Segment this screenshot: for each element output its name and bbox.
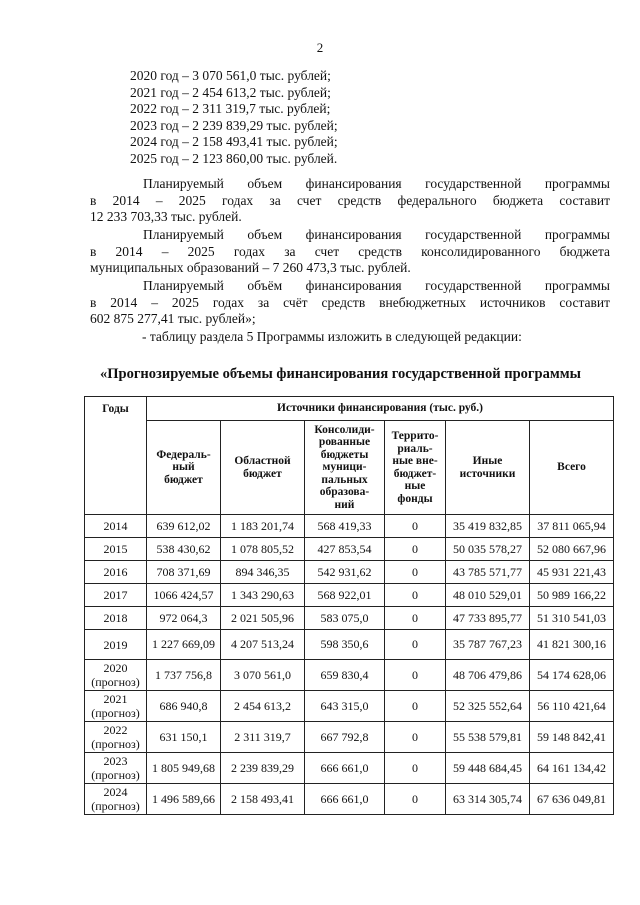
cell-total: 54 174 628,06 — [530, 660, 614, 691]
paragraph-line: 12 233 703,33 тыс. рублей. — [90, 209, 242, 224]
forecast-label: (прогноз) — [91, 799, 140, 813]
year-line: 2024 год – 2 158 493,41 тыс. рублей; — [130, 134, 338, 150]
header-column: Террито- риаль- ные вне- бюджет- ные фонды — [385, 421, 446, 515]
paragraph-line: 602 875 277,41 тыс. рублей»; — [90, 311, 256, 326]
cell-funds: 0 — [385, 607, 446, 630]
year-cell — [85, 691, 147, 722]
cell-municipal: 666 661,0 — [305, 784, 385, 815]
cell-regional: 894 346,35 — [221, 561, 305, 584]
year-lines — [130, 68, 338, 168]
cell-other: 52 325 552,64 — [446, 691, 530, 722]
cell-federal: 686 940,8 — [147, 691, 221, 722]
paragraph-line: Планируемый объем финансирования государственной программы — [143, 227, 610, 242]
cell-regional: 2 311 319,7 — [221, 722, 305, 753]
cell-regional: 1 183 201,74 — [221, 515, 305, 538]
year-value: 2022 — [103, 723, 128, 737]
cell-other: 35 787 767,23 — [446, 630, 530, 660]
year-value: 2015 — [103, 542, 128, 556]
table-row — [85, 561, 614, 584]
cell-funds: 0 — [385, 753, 446, 784]
year-line: 2022 год – 2 311 319,7 тыс. рублей; — [130, 101, 331, 117]
year-value: 2016 — [103, 565, 128, 579]
cell-funds: 0 — [385, 584, 446, 607]
cell-total: 59 148 842,41 — [530, 722, 614, 753]
page-number: 2 — [316, 40, 324, 55]
year-cell — [85, 584, 147, 607]
cell-regional: 4 207 513,24 — [221, 630, 305, 660]
year-value: 2014 — [103, 519, 128, 533]
cell-funds: 0 — [385, 784, 446, 815]
cell-total: 37 811 065,94 — [530, 515, 614, 538]
cell-other: 50 035 578,27 — [446, 538, 530, 561]
year-line: 2023 год – 2 239 839,29 тыс. рублей; — [130, 117, 338, 133]
cell-municipal: 598 350,6 — [305, 630, 385, 660]
cell-municipal: 666 661,0 — [305, 753, 385, 784]
cell-total: 52 080 667,96 — [530, 538, 614, 561]
cell-municipal: 667 792,8 — [305, 722, 385, 753]
cell-other: 48 010 529,01 — [446, 584, 530, 607]
cell-funds: 0 — [385, 691, 446, 722]
cell-regional: 2 021 505,96 — [221, 607, 305, 630]
cell-total: 56 110 421,64 — [530, 691, 614, 722]
cell-federal: 1 737 756,8 — [147, 660, 221, 691]
cell-other: 35 419 832,85 — [446, 515, 530, 538]
table-row — [85, 660, 614, 691]
financing-table — [84, 396, 614, 815]
cell-regional: 2 454 613,2 — [221, 691, 305, 722]
cell-municipal: 568 922,01 — [305, 584, 385, 607]
paragraph-extrabudget — [90, 278, 610, 328]
cell-federal: 1 496 589,66 — [147, 784, 221, 815]
cell-regional: 1 078 805,52 — [221, 538, 305, 561]
forecast-label: (прогноз) — [91, 706, 140, 720]
paragraph-municipal — [90, 227, 610, 277]
cell-funds: 0 — [385, 515, 446, 538]
cell-federal: 1 227 669,09 — [147, 630, 221, 660]
table-row — [85, 515, 614, 538]
table-row — [85, 753, 614, 784]
year-cell — [85, 515, 147, 538]
cell-municipal: 643 315,0 — [305, 691, 385, 722]
cell-total: 51 310 541,03 — [530, 607, 614, 630]
year-cell — [85, 660, 147, 691]
year-value: 2020 — [103, 661, 128, 675]
table-row — [85, 784, 614, 815]
table-row — [85, 584, 614, 607]
cell-other: 43 785 571,77 — [446, 561, 530, 584]
cell-total: 50 989 166,22 — [530, 584, 614, 607]
paragraph-line: муниципальных образований – 7 260 473,3 тыс. рублей. — [90, 260, 411, 275]
cell-total: 67 636 049,81 — [530, 784, 614, 815]
forecast-label: (прогноз) — [91, 675, 140, 689]
year-line: 2025 год – 2 123 860,00 тыс. рублей. — [130, 150, 338, 166]
header-column: Консолиди- рованные бюджеты муници- пальных образова- ний — [305, 421, 385, 515]
year-value: 2017 — [103, 588, 128, 602]
header-sources: Источники финансирования (тыс. руб.) — [147, 397, 614, 421]
paragraph-line: в 2014 – 2025 годах за счет средств федерального бюджета составит — [90, 192, 610, 208]
cell-other: 55 538 579,81 — [446, 722, 530, 753]
cell-federal: 972 064,3 — [147, 607, 221, 630]
table-row — [85, 607, 614, 630]
paragraph-line: Планируемый объём финансирования государственной программы — [143, 278, 610, 293]
cell-municipal: 659 830,4 — [305, 660, 385, 691]
year-cell — [85, 538, 147, 561]
paragraph-federal — [90, 176, 610, 226]
header-years: Годы — [85, 397, 147, 515]
cell-federal: 1066 424,57 — [147, 584, 221, 607]
cell-municipal: 542 931,62 — [305, 561, 385, 584]
cell-municipal: 568 419,33 — [305, 515, 385, 538]
year-value: 2024 — [103, 785, 128, 799]
paragraph-line: в 2014 – 2025 годах за счет средств консолидированного бюджета — [90, 243, 610, 259]
cell-other: 48 706 479,86 — [446, 660, 530, 691]
year-value: 2023 — [103, 754, 128, 768]
cell-federal: 538 430,62 — [147, 538, 221, 561]
cell-funds: 0 — [385, 538, 446, 561]
cell-total: 64 161 134,42 — [530, 753, 614, 784]
cell-federal: 631 150,1 — [147, 722, 221, 753]
table-note: - таблицу раздела 5 Программы изложить в следующей редакции: — [142, 329, 522, 344]
forecast-label: (прогноз) — [91, 768, 140, 782]
header-column: Областной бюджет — [221, 421, 305, 515]
table-row — [85, 630, 614, 660]
year-cell — [85, 607, 147, 630]
cell-other: 63 314 305,74 — [446, 784, 530, 815]
year-cell — [85, 753, 147, 784]
year-value: 2018 — [103, 611, 128, 625]
year-value: 2019 — [103, 637, 128, 652]
cell-municipal: 583 075,0 — [305, 607, 385, 630]
header-column: Иные источники — [446, 421, 530, 515]
year-cell — [85, 784, 147, 815]
cell-municipal: 427 853,54 — [305, 538, 385, 561]
year-line: 2021 год – 2 454 613,2 тыс. рублей; — [130, 84, 331, 100]
year-value: 2021 — [103, 692, 128, 706]
year-cell — [85, 561, 147, 584]
cell-funds: 0 — [385, 561, 446, 584]
cell-regional: 1 343 290,63 — [221, 584, 305, 607]
paragraph-line: Планируемый объем финансирования государственной программы — [143, 176, 610, 191]
cell-federal: 708 371,69 — [147, 561, 221, 584]
cell-funds: 0 — [385, 722, 446, 753]
cell-funds: 0 — [385, 630, 446, 660]
header-column: Федераль- ный бюджет — [147, 421, 221, 515]
cell-federal: 1 805 949,68 — [147, 753, 221, 784]
cell-regional: 2 239 839,29 — [221, 753, 305, 784]
table-heading: «Прогнозируемые объемы финансирования государственной программы — [100, 366, 581, 382]
cell-total: 45 931 221,43 — [530, 561, 614, 584]
cell-federal: 639 612,02 — [147, 515, 221, 538]
table-row — [85, 538, 614, 561]
cell-regional: 2 158 493,41 — [221, 784, 305, 815]
cell-regional: 3 070 561,0 — [221, 660, 305, 691]
year-cell — [85, 722, 147, 753]
header-column: Всего — [530, 421, 614, 515]
table-row — [85, 722, 614, 753]
cell-other: 47 733 895,77 — [446, 607, 530, 630]
year-cell — [85, 630, 147, 660]
year-line: 2020 год – 3 070 561,0 тыс. рублей; — [130, 68, 331, 83]
forecast-label: (прогноз) — [91, 737, 140, 751]
cell-other: 59 448 684,45 — [446, 753, 530, 784]
paragraph-line: в 2014 – 2025 годах за счёт средств внебюджетных источников составит — [90, 294, 610, 310]
table-row — [85, 691, 614, 722]
cell-total: 41 821 300,16 — [530, 630, 614, 660]
cell-funds: 0 — [385, 660, 446, 691]
